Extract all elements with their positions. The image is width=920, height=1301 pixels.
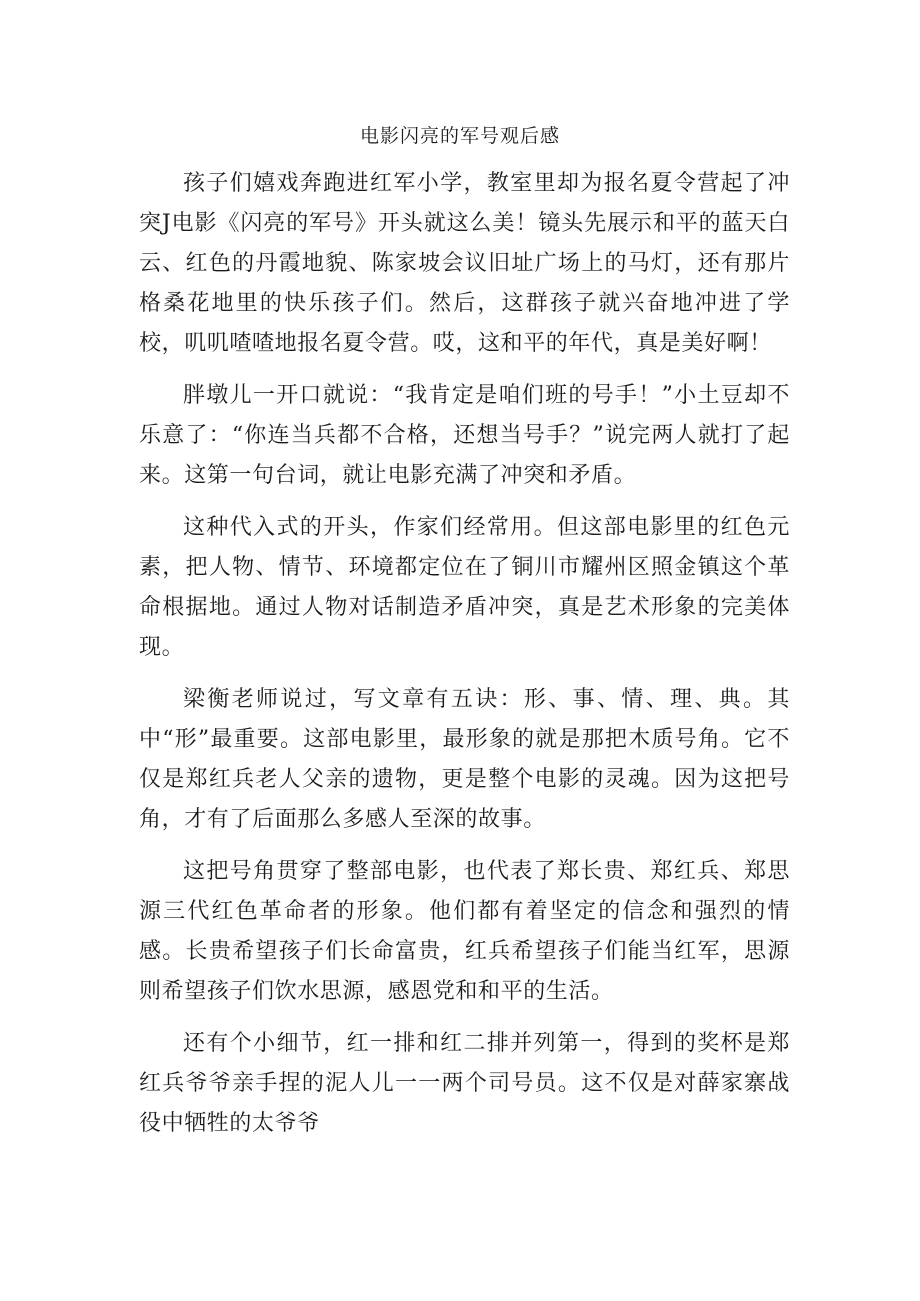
paragraph: 还有个小细节，红一排和红二排并列第一，得到的奖杯是郑红兵爷爷亲手捏的泥人儿一一两个司号员。这不仅是对薛家寨战役中牺牲的太爷爷 [139, 1031, 790, 1136]
document-title: 电影闪亮的军号观后感 [359, 125, 560, 147]
paragraph: 孩子们嬉戏奔跑进红军小学，教室里却为报名夏令营起了冲突J电影《闪亮的军号》开头就这么美！镜头先展示和平的蓝天白云、红色的丹霞地貌、陈家坡会议旧址广场上的马灯，还有那片格桑花地里的快乐孩子们。然后，这群孩子就兴奋地冲进了学校，叽叽喳喳地报名夏令营。哎，这和平的年代，真是美好啊！ [139, 171, 790, 356]
paragraph: 胖墩儿一开口就说：“我肯定是咱们班的号手！”小土豆却不乐意了：“你连当兵都不合格，还想当号手？”说完两人就打了起来。这第一句台词，就让电影充满了冲突和矛盾。 [139, 383, 790, 488]
paragraph: 梁衡老师说过，写文章有五诀：形、事、情、理、典。其中“形”最重要。这部电影里，最形象的就是那把木质号角。它不仅是郑红兵老人父亲的遗物，更是整个电影的灵魂。因为这把号角，才有了后面那么多感人至深的故事。 [139, 687, 790, 832]
paragraph: 这把号角贯穿了整部电影，也代表了郑长贵、郑红兵、郑思源三代红色革命者的形象。他们都有着坚定的信念和强烈的情感。长贵希望孩子们长命富贵，红兵希望孩子们能当红军，思源则希望孩子们饮水思源，感恩党和和平的生活。 [139, 859, 790, 1004]
paragraph: 这种代入式的开头，作家们经常用。但这部电影里的红色元素，把人物、情节、环境都定位在了铜川市耀州区照金镇这个革命根据地。通过人物对话制造矛盾冲突，真是艺术形象的完美体现。 [139, 515, 790, 660]
document-body [139, 164, 790, 1156]
